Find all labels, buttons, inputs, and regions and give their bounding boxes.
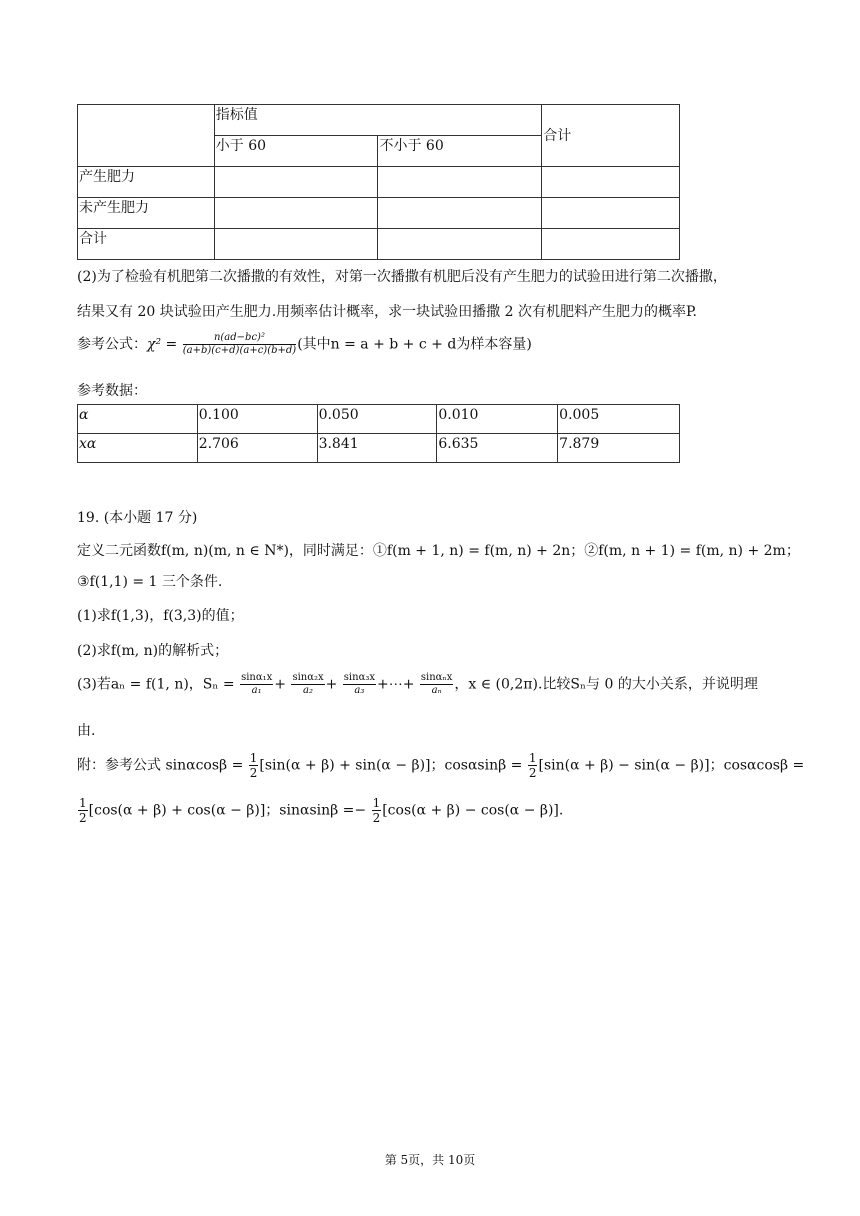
part3-end: ，x ∈ (0,2π).比较Sₙ与 0 的大小关系，并说明理 — [454, 676, 758, 693]
q19-title: 19. (本小题 17 分) — [77, 510, 198, 526]
half-numerator: 1 — [249, 751, 258, 765]
reference-formula — [77, 333, 532, 356]
x-value: 7.879 — [558, 434, 680, 463]
half-fraction — [372, 797, 382, 824]
table-cell — [542, 229, 680, 260]
half-denominator: 2 — [79, 811, 87, 825]
table-cell — [542, 198, 680, 229]
appendix-line1 — [77, 752, 804, 779]
term-denominator: a₃ — [354, 685, 365, 696]
alpha-value: 0.005 — [558, 405, 680, 434]
contingency-table — [77, 104, 680, 260]
row-label: 未产生肥力 — [78, 198, 215, 229]
formula-lhs: χ² = — [147, 336, 178, 353]
term-denominator: aₙ — [431, 685, 442, 696]
sum-term-fraction — [291, 673, 324, 696]
term-numerator: sinαₙx — [420, 672, 453, 683]
half-denominator: 2 — [372, 811, 381, 825]
q19-part3-cont: 由. — [77, 723, 96, 739]
q19-part2: (2)求f(m, n)的解析式； — [77, 643, 229, 659]
term-denominator: a₁ — [251, 685, 262, 696]
header-lt60: 小于 60 — [214, 136, 378, 167]
appendix-line2 — [77, 797, 563, 824]
x-value: 2.706 — [197, 434, 317, 463]
appendix-text: [sin(α + β) − sin(α − β)]；cosαcosβ = — [538, 757, 805, 774]
table-cell — [214, 229, 378, 260]
term-denominator: a₂ — [303, 685, 314, 696]
table-cell — [378, 167, 542, 198]
half-numerator: 1 — [528, 751, 537, 765]
table-cell — [378, 198, 542, 229]
half-numerator: 1 — [79, 796, 87, 810]
half-numerator: 1 — [372, 796, 381, 810]
term-numerator: sinα₂x — [292, 672, 324, 683]
half-fraction — [528, 752, 538, 779]
chi-square-fraction — [183, 333, 296, 356]
page-footer: 第 5页，共 10页 — [384, 1153, 476, 1167]
term-numerator: sinα₁x — [241, 672, 273, 683]
half-fraction — [78, 797, 88, 824]
alpha-value: 0.010 — [437, 405, 558, 434]
alpha-value: 0.100 — [197, 405, 317, 434]
fraction-numerator: n(ad−bc)² — [183, 333, 296, 345]
table-corner-cell — [78, 105, 215, 167]
q19-part3: (3)若aₙ = f(1, n)，Sₙ = $\frac{\text{sinα₁x}}{\text{a₁}}$ + $\frac{\text{sinα₂x}}{\text{a₂}}$ + $\frac{\text{sinα₃x}}{\text{a₃}}$ +⋯+ $\frac{\text{sinαₙx}}{\text{aₙ}}$ ，x ∈ (0,2π).比较Sₙ与 0 的大小关系，并说明理 — [77, 672, 758, 696]
appendix-prefix: 附：参考公式 sinαcosβ = — [77, 757, 244, 774]
alpha-value: 0.050 — [317, 405, 437, 434]
half-denominator: 2 — [249, 766, 258, 780]
sum-term-fraction — [420, 673, 454, 696]
x-alpha-label: xα — [78, 434, 198, 463]
header-ge60: 不小于 60 — [378, 136, 542, 167]
table-cell — [542, 167, 680, 198]
table-cell — [214, 167, 378, 198]
fraction-denominator: (a+b)(c+d)(a+c)(b+d) — [182, 345, 297, 356]
x-value: 6.635 — [437, 434, 558, 463]
part3-start: (3)若aₙ = f(1, n)，Sₙ = — [77, 676, 235, 693]
q19-part1: (1)求f(1,3)，f(3,3)的值； — [77, 608, 244, 624]
header-total: 合计 — [542, 105, 680, 167]
sum-term-fraction — [343, 673, 376, 696]
reference-data-label: 参考数据： — [77, 383, 147, 399]
formula-prefix: 参考公式： — [77, 336, 147, 353]
half-fraction — [249, 752, 259, 779]
row-label: 产生肥力 — [78, 167, 215, 198]
term-numerator: sinα₃x — [343, 672, 375, 683]
appendix-text: [cos(α + β) − cos(α − β)]. — [382, 802, 564, 819]
q19-line1: 定义二元函数f(m, n)(m, n ∈ N*)，同时满足：①f(m + 1, n) = f(m, n) + 2n；②f(m, n + 1) = f(m, n) + 2m； — [77, 543, 800, 559]
q18-part2-line2: 结果又有 20 块试验田产生肥力.用频率估计概率，求一块试验田播撒 2 次有机肥料产生肥力的概率P. — [77, 304, 698, 320]
sum-term-fraction — [240, 673, 273, 696]
formula-suffix: (其中n = a + b + c + d为样本容量) — [297, 336, 532, 353]
appendix-text: [cos(α + β) + cos(α − β)]；sinαsinβ =− — [88, 802, 367, 819]
alpha-label: α — [78, 405, 198, 434]
critical-value-table — [77, 404, 680, 463]
q19-line2: ③f(1,1) = 1 三个条件. — [77, 574, 223, 590]
q18-part2-line1: (2)为了检验有机肥第二次播撒的有效性，对第一次播撒有机肥后没有产生肥力的试验田进行第二次播撒， — [77, 269, 727, 285]
appendix-text: [sin(α + β) + sin(α − β)]；cosαsinβ = — [259, 757, 523, 774]
row-label: 合计 — [78, 229, 215, 260]
half-denominator: 2 — [528, 766, 537, 780]
header-indicator: 指标值 — [214, 105, 541, 136]
table-cell — [378, 229, 542, 260]
table-cell — [214, 198, 378, 229]
x-value: 3.841 — [317, 434, 437, 463]
